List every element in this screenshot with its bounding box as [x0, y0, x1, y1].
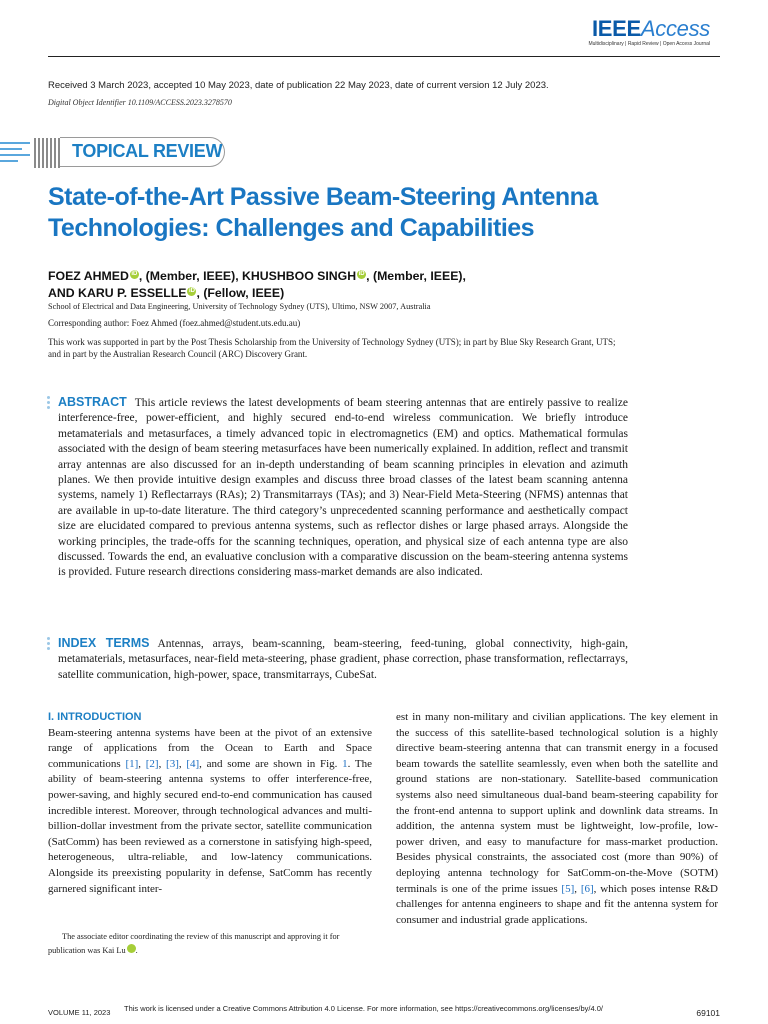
affiliation: School of Electrical and Data Engineering, University of Technology Sydney (UTS), Ultimo, NSW 2007, Australia — [48, 302, 431, 311]
orcid-icon[interactable]: iD — [127, 944, 136, 953]
banner-bars-icon — [34, 138, 60, 168]
citation-link[interactable]: [6] — [580, 882, 594, 895]
banner-dash-line — [0, 148, 22, 150]
author-name[interactable]: KHUSHBOO SINGH — [242, 269, 357, 283]
journal-tagline: Multidisciplinary | Rapid Review | Open Access Journal — [588, 41, 710, 47]
citation-link[interactable]: [3] — [166, 757, 179, 770]
body-text: est in many non-military and civilian applications. The key element in the success of this satellite-based technological solution is a highly directive beam-steering antenna that can transmit energy in a focused beam towards the satellite seamlessly, even when both the satellite and ground stations are non-stationary. Satellite-based communication systems also need simultaneous dual-band beam-steering capability for the front-end antenna to support uplink and downlink data streams. In addition, the antenna system must be lightweight, low-profile, low-power driven, and easy to manufacture for mass-market production. Besides physical constraints, the associated cost (more than 90%) of deploying antenna technology for SatComm-on-the-Move (SOTM) terminals is one of the prime issues — [396, 711, 718, 895]
doi: Digital Object Identifier 10.1109/ACCESS.2023.3278570 — [48, 98, 232, 107]
orcid-icon[interactable]: iD — [188, 287, 195, 294]
journal-logo — [588, 18, 710, 47]
banner-label: TOPICAL REVIEW — [72, 141, 223, 161]
abstract-text: This article reviews the latest developments of beam steering antennas that are entirely passive to realize interference-free, power-efficient, and highly secured end-to-end wireless communication. We briefly introduce metamaterials and metasurfaces, a timely advanced topic in electromagnetics (EM) and optics. Mathematical formulas associated with the design of beam steering metasurfaces have been numerically explained. In addition, reflect and transmit array antennas are also discussed for an in-depth understanding of beam scanning principles in elevation and azimuth planes. We then provide intuitive design examples and discuss three broad classes of the latest beam scanning antenna systems, namely 1) Reflectarrays (RAs); 2) Transmitarrays (TAs); and 3) Near-Field Meta-Steering (NFMS) antennas that are available in up-to-date literature. The third category’s unprecedented scanning performance and aesthetically compact size are elucidated compared to previous antenna systems, such as reflector dishes or large phased arrays. Alongside the working principles, the trade-offs for the scanning techniques, operation, and physical size of each antenna type are also discussed. Towards the end, an evaluative conclusion with a comparative discussion on the beam-steering antenna systems is provided. Future research directions considering mass-market demands are also indicated. — [58, 397, 628, 579]
banner-dash-line — [0, 160, 18, 162]
figure-link[interactable]: 1 — [342, 757, 348, 770]
journal-name-italic: Access — [640, 16, 710, 41]
footer-license[interactable]: This work is licensed under a Creative Commons Attribution 4.0 License. For more information, see https://creativecommons.org/licenses/by/4.0/ — [124, 1004, 603, 1013]
index-terms — [58, 636, 628, 683]
header-divider — [48, 56, 720, 57]
body-text: . The ability of beam-steering antenna systems to offer interference-free, power-saving, and highly secured end-to-end communication has caused incredible interest. Moreover, through technological advances and multi-billion-dollar investment from the private sector, satellite communication (SatComm) has been reviewed as a cornerstone in satisfying high-speed, heterogeneous, ultra-reliable, and low-latency communications. Alongside its preexisting popularity in defense, SatComm has recently garnered significant inter- — [48, 757, 373, 895]
banner-dash-line — [0, 154, 30, 156]
received-dates: Received 3 March 2023, accepted 10 May 2023, date of publication 22 May 2023, date of current version 12 July 2023. — [48, 80, 549, 91]
abstract-label: ABSTRACT — [58, 395, 127, 409]
journal-name-bold: IEEE — [591, 16, 641, 41]
orcid-icon[interactable]: iD — [358, 270, 365, 277]
index-terms-dots-icon — [47, 637, 51, 652]
body-text: , and some are shown in Fig. — [199, 757, 343, 770]
body-column-left: I. INTRODUCTION Beam-steering antenna systems have been at the pivot of an extensive range of applications from the Ocean to Earth and Space communications [1], [2], [3], [4], and some are shown in Fig. 1. The ability of beam-steering antenna systems to offer interference-free, power-saving, and highly secured end-to-end communication has caused incredible interest. Moreover, through technological advances and multi-billion-dollar investment from the private sector, satellite communication (SatComm) has been reviewed as a cornerstone in satisfying high-speed, heterogeneous, ultra-reliable, and low-latency communications. Alongside its preexisting popularity in defense, SatComm has recently garnered significant inter- — [48, 711, 373, 895]
author-list — [48, 268, 708, 302]
author-role: , (Member, IEEE), — [138, 269, 243, 283]
body-text: Beam-steering antenna systems have been at the pivot of an extensive range of applications from the Ocean to Earth and Space communications — [48, 726, 372, 770]
article-title: State-of-the-Art Passive Beam-Steering Antenna Technologies: Challenges and Capabilities — [48, 183, 598, 242]
citation-link[interactable]: [5] — [561, 882, 575, 895]
index-terms-label: INDEX TERMS — [58, 636, 150, 650]
body-column-right: est in many non-military and civilian applications. The key element in the success of this satellite-based technological solution is a highly directive beam-steering antenna that can transmit energy in a focused beam towards the satellite seamlessly, even when both the satellite and ground stations are non-stationary. Satellite-based communication systems also need simultaneous dual-band beam-steering capability for the front-end antenna to support uplink and downlink data streams. In addition, the antenna system must be lightweight, low-profile, low-power driven, and easy to manufacture for mass-market production. Besides physical constraints, the associated cost (more than 90%) of deploying antenna technology for SatComm-on-the-Move (SOTM) terminals is one of the prime issues [5], [6], which poses intense R&D challenges for antenna engineers to shape and fit the antenna system for consumer and industrial grade applications. — [396, 711, 718, 926]
orcid-icon[interactable]: iD — [131, 270, 138, 277]
abstract — [58, 395, 628, 581]
corresponding-author: Corresponding author: Foez Ahmed (foez.ahmed@student.uts.edu.au) — [48, 318, 301, 328]
editor-footnote: The associate editor coordinating the review of this manuscript and approving it for publication was Kai Lu iD. — [48, 932, 340, 955]
author-role: , (Fellow, IEEE) — [196, 286, 285, 300]
index-terms-text: Antennas, arrays, beam-scanning, beam-steering, feed-tuning, global connectivity, high-gain, metamaterials, metasurfaces, near-field meta-steering, phase gradient, phase correction, phase transformation, reflectarrays, satellite communication, high-power, space, transmitarrays, CubeSat. — [58, 638, 628, 681]
topical-review-banner — [0, 136, 230, 170]
author-name[interactable]: AND KARU P. ESSELLE — [48, 286, 187, 300]
footer-volume: VOLUME 11, 2023 — [48, 1008, 111, 1017]
citation-link[interactable]: [4] — [186, 757, 200, 770]
funding-statement: This work was supported in part by the Post Thesis Scholarship from the University of Technology Sydney (UTS); in part by Blue Sky Research Grant, UTS; and in part by the Australian Research Council (ARC) Discovery Grant. — [48, 337, 616, 359]
banner-dash-line — [0, 142, 30, 144]
abstract-dots-icon — [47, 396, 51, 411]
citation-link[interactable]: [1] — [125, 757, 139, 770]
footnote-text: The associate editor coordinating the review of this manuscript and approving it for publication was Kai Lu — [48, 932, 340, 955]
citation-link[interactable]: [2] — [145, 757, 159, 770]
body-text: , which poses intense R&D challenges for antenna engineers to shape and fit the antenna system for consumer and industrial grade applications. — [396, 882, 718, 926]
section-heading: I. INTRODUCTION — [48, 711, 142, 723]
page-number: 69101 — [696, 1008, 720, 1018]
author-name[interactable]: FOEZ AHMED — [48, 269, 129, 283]
author-role: , (Member, IEEE), — [366, 269, 466, 283]
